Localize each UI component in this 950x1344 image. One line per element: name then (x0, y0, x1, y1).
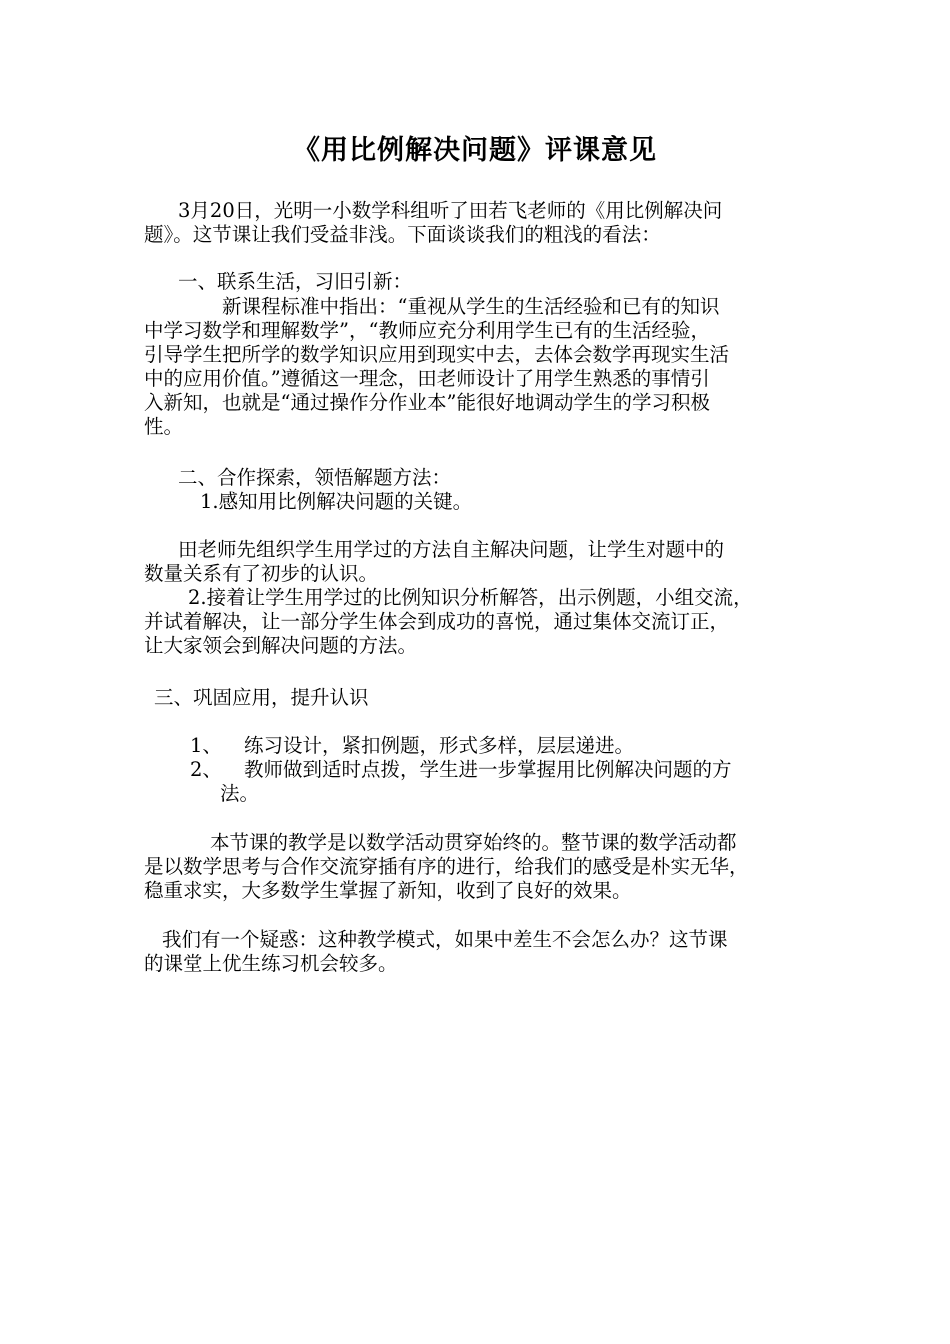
section-3-heading-text: 三、巩固应用，提升认识 (154, 686, 369, 709)
question-line-1: 我们有一个疑惑：这种教学模式，如果中差生不会怎么办？这节课 (162, 928, 728, 951)
section-1-line-3: 引导学生把所学的数学知识应用到现实中去，去体会数学再现实生活 (144, 343, 730, 366)
summary-line-2: 是以数学思考与合作交流穿插有序的进行，给我们的感受是朴实无华， (144, 855, 749, 878)
section-1-heading (144, 270, 809, 294)
section-3-item-2 (144, 758, 809, 782)
item-2-number: 2、 (190, 758, 222, 781)
section-3-heading (144, 686, 809, 710)
intro-line-1: 3月20日，光明一小数学科组听了田若飞老师的《用比例解决问 (178, 199, 723, 222)
section-2-paragraph-1 (144, 538, 809, 658)
intro-paragraph (144, 199, 809, 247)
section-1-line-4: 中的应用价值。”遵循这一理念，田老师设计了用学生熟悉的事情引 (144, 367, 710, 390)
section-2-heading-text: 二、合作探索，领悟解题方法： (178, 466, 452, 489)
intro-line-2: 题》。这节课让我们受益非浅。下面谈谈我们的粗浅的看法： (144, 223, 661, 246)
document-title: 《用比例解决问题》评课意见 (293, 135, 657, 166)
item-2-text-continued: 法。 (220, 782, 260, 805)
section-2-para1-line-2: 数量关系有了初步的认识。 (144, 562, 379, 585)
section-1-line-5: 入新知，也就是“通过操作分作业本”能很好地调动学生的学习积极 (144, 391, 710, 414)
item-2-text: 教师做到适时点拨，学生进一步掌握用比例解决问题的方 (244, 758, 732, 781)
section-2-para2-line-1: 2.接着让学生用学过的比例知识分析解答，出示例题，小组交流， (188, 586, 753, 609)
section-1-heading-text: 一、联系生活，习旧引新： (178, 270, 413, 293)
section-1-paragraph (144, 295, 809, 439)
question-paragraph (144, 928, 809, 976)
section-2-heading (144, 466, 809, 514)
summary-line-3: 稳重求实，大多数学生掌握了新知，收到了良好的效果。 (144, 879, 632, 902)
summary-line-1: 本节课的教学是以数学活动贯穿始终的。整节课的数学活动都 (210, 831, 737, 854)
section-3-list (144, 734, 809, 806)
section-2-para2-line-2: 并试着解决，让一部分学生体会到成功的喜悦，通过集体交流订正， (144, 610, 730, 633)
section-2-para2-line-3: 让大家领会到解决问题的方法。 (144, 634, 418, 657)
section-2-subheading-1: 1.感知用比例解决问题的关键。 (200, 490, 473, 513)
section-1-line-1: 新课程标准中指出：“重视从学生的生活经验和已有的知识 (222, 295, 720, 318)
section-3-item-1 (144, 734, 809, 758)
section-1-line-6: 性。 (144, 415, 184, 438)
item-1-text: 练习设计，紧扣例题，形式多样，层层递进。 (244, 734, 635, 757)
item-1-number: 1、 (190, 734, 222, 757)
section-2-para1-line-1: 田老师先组织学生用学过的方法自主解决问题，让学生对题中的 (178, 538, 725, 561)
question-line-2: 的课堂上优生练习机会较多。 (144, 952, 398, 975)
summary-paragraph (144, 831, 809, 903)
section-1-line-2: 中学习数学和理解数学”，“教师应充分利用学生已有的生活经验， (144, 319, 710, 342)
